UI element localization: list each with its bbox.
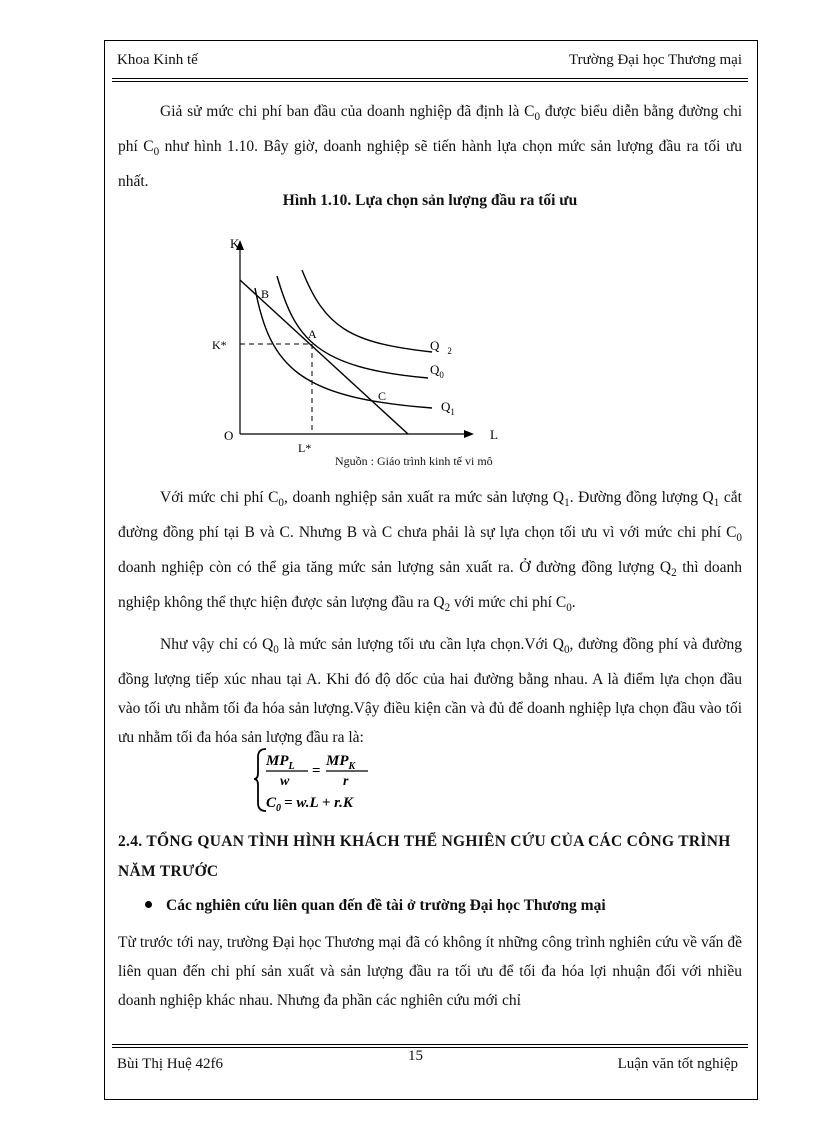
p2-c-sub: 1 bbox=[713, 497, 720, 510]
header-rule bbox=[112, 78, 748, 79]
p2-a: Với mức chi phí C bbox=[160, 489, 279, 506]
header-university: Trường Đại học Thương mại bbox=[569, 52, 742, 68]
isoquant-q0 bbox=[277, 276, 428, 378]
formula-brace bbox=[254, 749, 266, 811]
p2-d-sub: 0 bbox=[736, 532, 742, 545]
footer-thesis: Luận văn tốt nghiệp bbox=[617, 1056, 738, 1072]
p3-b-sub: 0 bbox=[563, 644, 570, 657]
isoquant-q2 bbox=[302, 270, 432, 352]
budget-line-c0 bbox=[240, 280, 408, 434]
l-star-label: L* bbox=[298, 441, 312, 455]
p2-a-sub: 0 bbox=[278, 497, 284, 510]
section-heading: 2.4. TỔNG QUAN TÌNH HÌNH KHÁCH THỂ NGHIÊN CỨU CỦA CÁC CÔNG TRÌNH NĂM TRƯỚC bbox=[118, 833, 731, 880]
intro-text-3: như hình 1.10. Bây giờ, doanh nghiệp sẽ tiến hành lựa chọn mức sản lượng đầu ra tối ưu nhất. bbox=[118, 138, 742, 191]
intro-text-1: Giả sử mức chi phí ban đầu của doanh nghiệp đã định là C bbox=[160, 103, 535, 120]
p2-e-sub: 2 bbox=[671, 567, 677, 580]
optimality-formula bbox=[254, 745, 394, 815]
header-rule-thin bbox=[112, 81, 748, 82]
point-b-label: B bbox=[261, 287, 270, 301]
x-axis-arrow bbox=[464, 430, 474, 438]
figure-title: Hình 1.10. Lựa chọn sản lượng đầu ra tối ưu bbox=[282, 192, 578, 209]
formula-den-1: w bbox=[280, 774, 290, 789]
origin-label: O bbox=[224, 428, 234, 443]
paragraph-4 bbox=[118, 928, 742, 1015]
p3-a: Như vậy chỉ có Q bbox=[160, 636, 274, 653]
header-faculty: Khoa Kinh tế bbox=[117, 52, 198, 68]
formula-num-2: $MP_K$ bbox=[326, 753, 356, 772]
paragraph-2 bbox=[118, 483, 742, 623]
p2-b: , doanh nghiệp sản xuất ra mức sản lượng Q bbox=[284, 489, 565, 506]
k-star-label: K* bbox=[212, 338, 227, 352]
footer-rule bbox=[112, 1047, 748, 1048]
p2-f: thì doanh nghiệp không thể thực hiện được sản lượng đầu ra Q bbox=[118, 559, 742, 612]
p2-b-sub: 1 bbox=[564, 497, 570, 510]
p2-c: . Đường đồng lượng Q bbox=[569, 489, 714, 506]
isoquant-chart bbox=[200, 228, 520, 458]
bullet-item bbox=[145, 897, 606, 915]
intro-text-2: được biểu diễn bằng đường chi phí C bbox=[118, 103, 743, 156]
p3-b: là mức sản lượng tối ưu cần lựa chọn.Với Q bbox=[278, 636, 564, 653]
p2-f-sub: 2 bbox=[444, 602, 451, 615]
p2-h: . bbox=[571, 594, 576, 612]
point-a-label: A bbox=[308, 327, 317, 341]
intro-sub-1: 0 bbox=[534, 111, 541, 124]
p3-a-sub: 0 bbox=[273, 644, 279, 657]
p3-c: , đường đồng phí và đường đồng lượng tiếp xúc nhau tại A. Khi đó độ dốc của hai đường bằng nhau. A là điểm lựa chọn đầu vào tối ưu nhằm tối đa hóa sản lượng.Vậy điều kiện cần và đủ để doanh nghiệp lựa chọn đầu vào tối ưu nhằm tối đa hóa sản lượng đầu ra là: bbox=[118, 636, 743, 747]
intro-paragraph bbox=[118, 97, 742, 196]
bullet-text: Các nghiên cứu liên quan đến đề tài ở trường Đại học Thương mại bbox=[166, 897, 606, 914]
x-axis-label: L bbox=[490, 427, 498, 442]
point-c-label: C bbox=[378, 389, 387, 403]
p2-g: với mức chi phí C bbox=[450, 594, 567, 612]
intro-sub-2: 0 bbox=[153, 146, 160, 159]
bullet-icon bbox=[145, 901, 152, 908]
footer-author: Bùi Thị Huệ 42f6 bbox=[117, 1056, 223, 1072]
paragraph-3 bbox=[118, 630, 742, 752]
formula-equals: = bbox=[312, 763, 321, 779]
q0-label: $Q_0$ bbox=[430, 362, 444, 380]
p2-d: cắt đường đồng phí tại B và C. Nhưng B và C chưa phải là sự lựa chọn tối ưu vì với mức chi phí C bbox=[118, 489, 742, 542]
page-number: 15 bbox=[408, 1048, 423, 1064]
figure-source: Nguồn : Giáo trình kinh tế vi mô bbox=[335, 454, 493, 468]
y-axis-label: K bbox=[230, 236, 240, 251]
formula-line-2: $C_0 = w.L + r.K$ bbox=[266, 795, 353, 814]
q2-label: Q $_2$ bbox=[430, 338, 452, 356]
formula-den-2: r bbox=[343, 774, 349, 789]
p2-e: doanh nghiệp còn có thể gia tăng mức sản lượng sản xuất ra. Ở đường đồng lượng Q bbox=[118, 559, 672, 577]
q1-label: $Q_1$ bbox=[441, 399, 455, 417]
formula-num-1: $MP_L$ bbox=[266, 753, 295, 772]
paragraph-4-text: Từ trước tới nay, trường Đại học Thương mại đã có không ít những công trình nghiên cứu về vấn đề liên quan đến chi phí sản xuất và sản lượng đầu ra tối ưu để tối đa hóa lợi nhuận đối với nhiều doanh nghiệp khác nhau. Nhưng đa phần các nghiên cứu mới chỉ bbox=[118, 934, 742, 1009]
p2-g-sub: 0 bbox=[566, 602, 572, 615]
footer-rule-thin bbox=[112, 1044, 748, 1045]
